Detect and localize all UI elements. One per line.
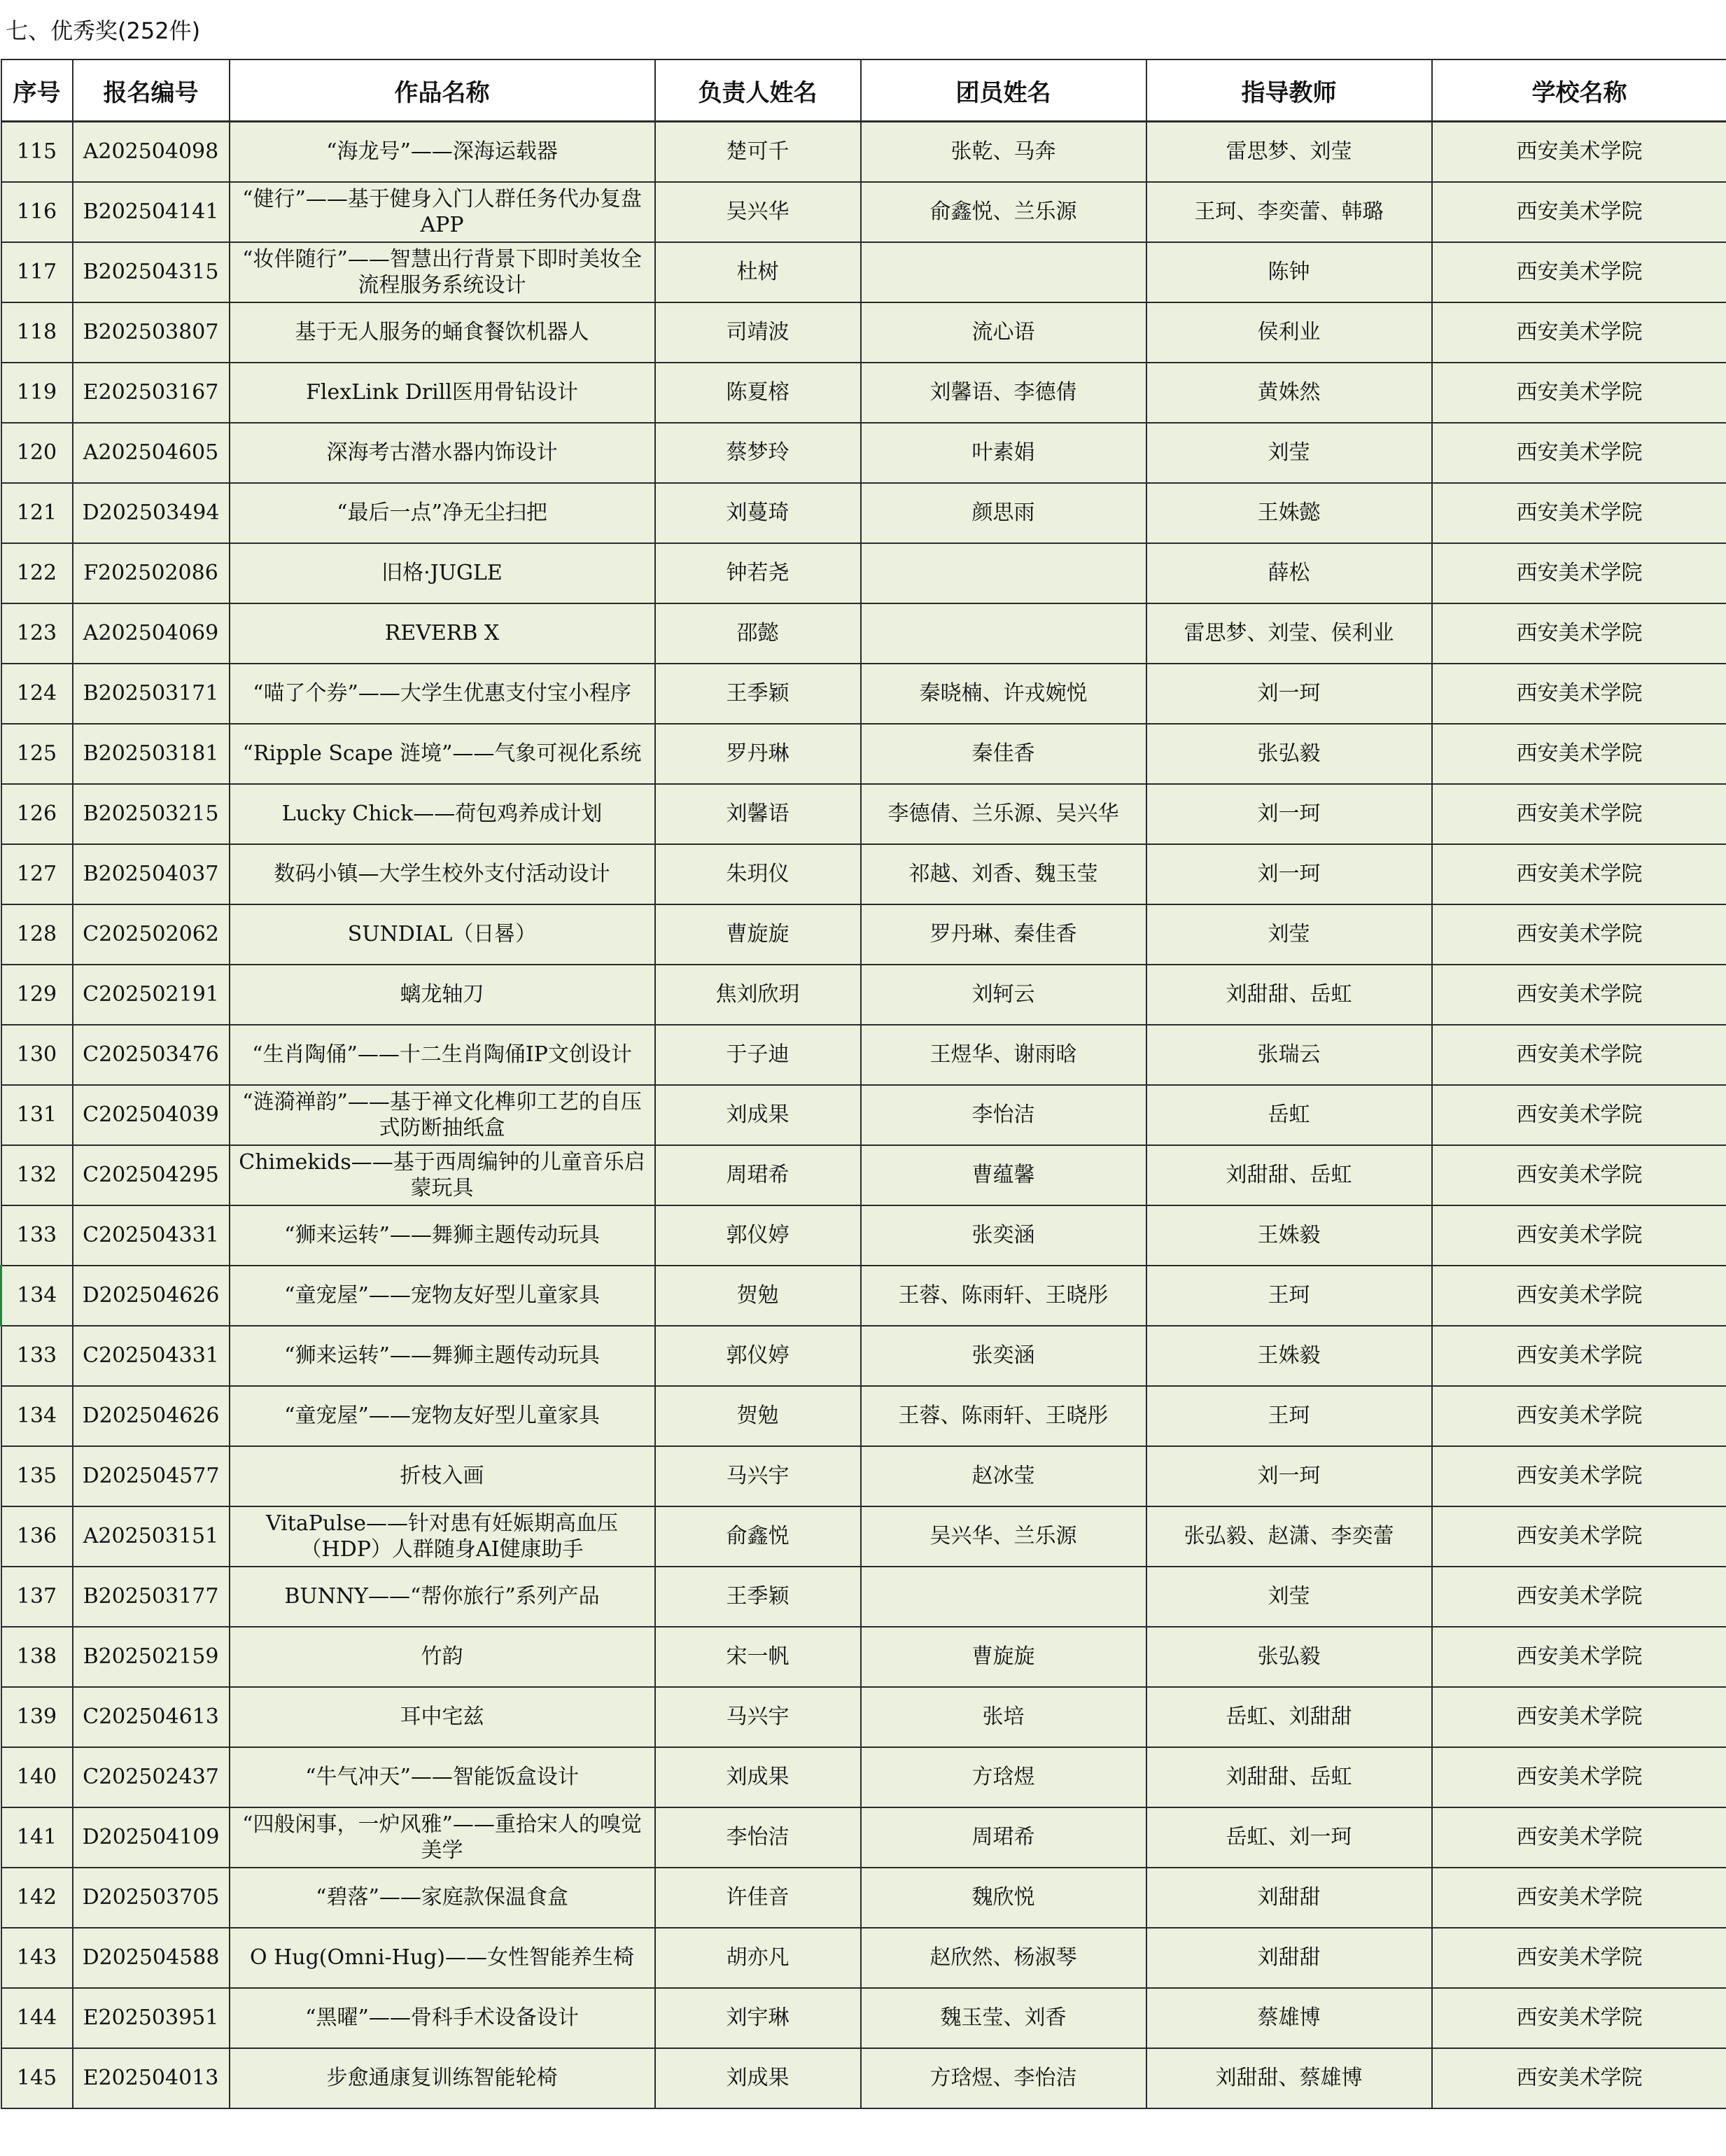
- table-row: [1, 242, 1726, 302]
- cell-work-title[interactable]: SUNDIAL（日晷）: [230, 904, 655, 965]
- cell-school[interactable]: 西安美术学院: [1432, 1266, 1726, 1326]
- table-row: [1, 1687, 1726, 1747]
- cell-registration-no[interactable]: B202504315: [73, 242, 230, 302]
- cell-advisor[interactable]: 张弘毅、赵潇、李奕蕾: [1146, 1506, 1432, 1567]
- cell-members[interactable]: 刘轲云: [861, 965, 1146, 1025]
- header-school[interactable]: 学校名称: [1432, 59, 1726, 122]
- cell-school[interactable]: 西安美术学院: [1432, 1145, 1726, 1205]
- table-row: [1, 1627, 1726, 1687]
- cell-registration-no[interactable]: D202504626: [73, 1266, 230, 1326]
- cell-leader-name[interactable]: 杜树: [655, 242, 861, 302]
- cell-serial[interactable]: 135: [1, 1446, 73, 1506]
- cell-serial[interactable]: 121: [1, 483, 73, 543]
- cell-advisor[interactable]: 刘莹: [1146, 904, 1432, 965]
- cell-school[interactable]: 西安美术学院: [1432, 1567, 1726, 1627]
- cell-members[interactable]: 祁越、刘香、魏玉莹: [861, 844, 1146, 904]
- cell-members[interactable]: 颜思雨: [861, 483, 1146, 543]
- cell-school[interactable]: 西安美术学院: [1432, 1386, 1726, 1446]
- cell-advisor[interactable]: 岳虹: [1146, 1085, 1432, 1145]
- cell-serial[interactable]: 126: [1, 784, 73, 844]
- cell-members[interactable]: 方琀煜、李怡洁: [861, 2048, 1146, 2108]
- cell-advisor[interactable]: 刘莹: [1146, 1567, 1432, 1627]
- cell-work-title[interactable]: “海龙号”——深海运载器: [230, 122, 655, 183]
- cell-leader-name[interactable]: 刘成果: [655, 2048, 861, 2108]
- header-serial[interactable]: 序号: [1, 59, 73, 122]
- cell-members[interactable]: [861, 1567, 1146, 1627]
- cell-school[interactable]: 西安美术学院: [1432, 664, 1726, 724]
- cell-members[interactable]: [861, 543, 1146, 603]
- table-row: [1, 1386, 1726, 1446]
- table-row: [1, 965, 1726, 1025]
- cell-members[interactable]: [861, 242, 1146, 302]
- cell-members[interactable]: 李德倩、兰乐源、吴兴华: [861, 784, 1146, 844]
- cell-leader-name[interactable]: 许佳音: [655, 1868, 861, 1928]
- cell-serial[interactable]: 124: [1, 664, 73, 724]
- cell-school[interactable]: 西安美术学院: [1432, 1085, 1726, 1145]
- cell-members[interactable]: 叶素娟: [861, 423, 1146, 483]
- cell-advisor[interactable]: 蔡雄博: [1146, 1988, 1432, 2048]
- cell-work-title[interactable]: “妆伴随行”——智慧出行背景下即时美妆全流程服务系统设计: [230, 242, 655, 302]
- cell-leader-name[interactable]: 楚可千: [655, 122, 861, 183]
- table-row: [1, 1025, 1726, 1085]
- cell-school[interactable]: 西安美术学院: [1432, 2048, 1726, 2108]
- cell-work-title[interactable]: 步愈通康复训练智能轮椅: [230, 2048, 655, 2108]
- cell-work-title[interactable]: “碧落”——家庭款保温食盒: [230, 1868, 655, 1928]
- cell-advisor[interactable]: 王姝毅: [1146, 1326, 1432, 1386]
- cell-members[interactable]: 曹蕴馨: [861, 1145, 1146, 1205]
- cell-members[interactable]: 曹旋旋: [861, 1627, 1146, 1687]
- cell-members[interactable]: 王蓉、陈雨轩、王晓彤: [861, 1386, 1146, 1446]
- cell-advisor[interactable]: 刘一珂: [1146, 784, 1432, 844]
- cell-serial[interactable]: 116: [1, 182, 73, 242]
- cell-registration-no[interactable]: B202504141: [73, 182, 230, 242]
- cell-advisor[interactable]: 岳虹、刘一珂: [1146, 1807, 1432, 1868]
- cell-work-title[interactable]: 耳中宅兹: [230, 1687, 655, 1747]
- cell-registration-no[interactable]: B202503181: [73, 724, 230, 784]
- cell-work-title[interactable]: “狮来运转”——舞狮主题传动玩具: [230, 1205, 655, 1266]
- cell-serial[interactable]: 132: [1, 1145, 73, 1205]
- cell-advisor[interactable]: 刘甜甜: [1146, 1868, 1432, 1928]
- cell-leader-name[interactable]: 刘蔓琦: [655, 483, 861, 543]
- cell-work-title[interactable]: BUNNY——“帮你旅行”系列产品: [230, 1567, 655, 1627]
- cell-members[interactable]: 魏玉莹、刘香: [861, 1988, 1146, 2048]
- cell-advisor[interactable]: 刘一珂: [1146, 844, 1432, 904]
- cell-advisor[interactable]: 王姝懿: [1146, 483, 1432, 543]
- cell-advisor[interactable]: 黄姝然: [1146, 363, 1432, 423]
- cell-school[interactable]: 西安美术学院: [1432, 302, 1726, 363]
- cell-members[interactable]: 赵冰莹: [861, 1446, 1146, 1506]
- table-row: [1, 664, 1726, 724]
- cell-registration-no[interactable]: D202503705: [73, 1868, 230, 1928]
- header-registration-no[interactable]: 报名编号: [73, 59, 230, 122]
- table-row: [1, 904, 1726, 965]
- cell-work-title[interactable]: “最后一点”净无尘扫把: [230, 483, 655, 543]
- table-row: [1, 1868, 1726, 1928]
- cell-school[interactable]: 西安美术学院: [1432, 784, 1726, 844]
- cell-school[interactable]: 西安美术学院: [1432, 1988, 1726, 2048]
- cell-serial[interactable]: 127: [1, 844, 73, 904]
- table-row: [1, 1326, 1726, 1386]
- cell-leader-name[interactable]: 刘成果: [655, 1085, 861, 1145]
- cell-leader-name[interactable]: 罗丹琳: [655, 724, 861, 784]
- cell-members[interactable]: 王蓉、陈雨轩、王晓彤: [861, 1266, 1146, 1326]
- cell-advisor[interactable]: 王珂: [1146, 1266, 1432, 1326]
- section-title: 七、优秀奖(252件): [0, 0, 1726, 59]
- cell-registration-no[interactable]: D202504588: [73, 1928, 230, 1988]
- cell-school[interactable]: 西安美术学院: [1432, 543, 1726, 603]
- cell-leader-name[interactable]: 宋一帆: [655, 1627, 861, 1687]
- cell-school[interactable]: 西安美术学院: [1432, 122, 1726, 183]
- cell-leader-name[interactable]: 朱玥仪: [655, 844, 861, 904]
- cell-advisor[interactable]: 刘莹: [1146, 423, 1432, 483]
- cell-advisor[interactable]: 侯利业: [1146, 302, 1432, 363]
- table-row: [1, 423, 1726, 483]
- cell-leader-name[interactable]: 贺勉: [655, 1386, 861, 1446]
- cell-members[interactable]: 张奕涵: [861, 1326, 1146, 1386]
- cell-registration-no[interactable]: D202504626: [73, 1386, 230, 1446]
- cell-serial[interactable]: 131: [1, 1085, 73, 1145]
- cell-school[interactable]: 西安美术学院: [1432, 904, 1726, 965]
- cell-serial[interactable]: 140: [1, 1747, 73, 1807]
- table-row: [1, 1928, 1726, 1988]
- cell-leader-name[interactable]: 曹旋旋: [655, 904, 861, 965]
- cell-advisor[interactable]: 张弘毅: [1146, 1627, 1432, 1687]
- table-row: [1, 1506, 1726, 1567]
- cell-serial[interactable]: 136: [1, 1506, 73, 1567]
- cell-school[interactable]: 西安美术学院: [1432, 182, 1726, 242]
- cell-work-title[interactable]: Chimekids——基于西周编钟的儿童音乐启蒙玩具: [230, 1145, 655, 1205]
- cell-registration-no[interactable]: C202504039: [73, 1085, 230, 1145]
- cell-advisor[interactable]: 雷思梦、刘莹: [1146, 122, 1432, 183]
- header-row: [1, 59, 1726, 122]
- cell-members[interactable]: 方琀煜: [861, 1747, 1146, 1807]
- cell-school[interactable]: 西安美术学院: [1432, 603, 1726, 664]
- cell-registration-no[interactable]: B202503177: [73, 1567, 230, 1627]
- cell-registration-no[interactable]: F202502086: [73, 543, 230, 603]
- cell-registration-no[interactable]: E202503951: [73, 1988, 230, 2048]
- cell-school[interactable]: 西安美术学院: [1432, 1205, 1726, 1266]
- cell-members[interactable]: 张奕涵: [861, 1205, 1146, 1266]
- cell-members[interactable]: 秦晓楠、许戎婉悦: [861, 664, 1146, 724]
- header-advisor[interactable]: 指导教师: [1146, 59, 1432, 122]
- cell-leader-name[interactable]: 司靖波: [655, 302, 861, 363]
- cell-members[interactable]: 刘馨语、李德倩: [861, 363, 1146, 423]
- cell-registration-no[interactable]: C202502191: [73, 965, 230, 1025]
- cell-registration-no[interactable]: E202504013: [73, 2048, 230, 2108]
- cell-advisor[interactable]: 薛松: [1146, 543, 1432, 603]
- cell-advisor[interactable]: 王珂、李奕蕾、韩璐: [1146, 182, 1432, 242]
- cell-serial[interactable]: 125: [1, 724, 73, 784]
- cell-registration-no[interactable]: C202504613: [73, 1687, 230, 1747]
- cell-advisor[interactable]: 张瑞云: [1146, 1025, 1432, 1085]
- cell-school[interactable]: 西安美术学院: [1432, 242, 1726, 302]
- cell-work-title[interactable]: “喵了个券”——大学生优惠支付宝小程序: [230, 664, 655, 724]
- cell-work-title[interactable]: O Hug(Omni-Hug)——女性智能养生椅: [230, 1928, 655, 1988]
- cell-members[interactable]: 张培: [861, 1687, 1146, 1747]
- cell-members[interactable]: 吴兴华、兰乐源: [861, 1506, 1146, 1567]
- cell-registration-no[interactable]: A202504069: [73, 603, 230, 664]
- cell-serial[interactable]: 122: [1, 543, 73, 603]
- cell-school[interactable]: 西安美术学院: [1432, 1807, 1726, 1868]
- cell-serial[interactable]: 133: [1, 1205, 73, 1266]
- cell-members[interactable]: 俞鑫悦、兰乐源: [861, 182, 1146, 242]
- cell-leader-name[interactable]: 陈夏榕: [655, 363, 861, 423]
- cell-work-title[interactable]: 竹韵: [230, 1627, 655, 1687]
- cell-work-title[interactable]: “涟漪禅韵”——基于禅文化榫卯工艺的自压式防断抽纸盒: [230, 1085, 655, 1145]
- cell-serial[interactable]: 134: [1, 1386, 73, 1446]
- cell-leader-name[interactable]: 俞鑫悦: [655, 1506, 861, 1567]
- cell-serial[interactable]: 118: [1, 302, 73, 363]
- cell-members[interactable]: 李怡洁: [861, 1085, 1146, 1145]
- cell-work-title[interactable]: Lucky Chick——荷包鸡养成计划: [230, 784, 655, 844]
- cell-leader-name[interactable]: 李怡洁: [655, 1807, 861, 1868]
- cell-registration-no[interactable]: B202503807: [73, 302, 230, 363]
- cell-work-title[interactable]: “黑曜”——骨科手术设备设计: [230, 1988, 655, 2048]
- cell-leader-name[interactable]: 王季颖: [655, 1567, 861, 1627]
- table-row: [1, 844, 1726, 904]
- cell-work-title[interactable]: 折枝入画: [230, 1446, 655, 1506]
- cell-work-title[interactable]: “Ripple Scape 涟境”——气象可视化系统: [230, 724, 655, 784]
- cell-serial[interactable]: 141: [1, 1807, 73, 1868]
- cell-registration-no[interactable]: C202504331: [73, 1326, 230, 1386]
- table-row: [1, 182, 1726, 242]
- cell-registration-no[interactable]: B202502159: [73, 1627, 230, 1687]
- cell-advisor[interactable]: 王姝毅: [1146, 1205, 1432, 1266]
- cell-members[interactable]: 王煜华、谢雨晗: [861, 1025, 1146, 1085]
- table-row: [1, 1205, 1726, 1266]
- cell-registration-no[interactable]: C202504295: [73, 1145, 230, 1205]
- table-row: [1, 363, 1726, 423]
- cell-members[interactable]: [861, 603, 1146, 664]
- cell-registration-no[interactable]: C202503476: [73, 1025, 230, 1085]
- cell-serial[interactable]: 134: [1, 1266, 73, 1326]
- cell-work-title[interactable]: 深海考古潜水器内饰设计: [230, 423, 655, 483]
- table-row: [1, 1567, 1726, 1627]
- cell-work-title[interactable]: “童宠屋”——宠物友好型儿童家具: [230, 1266, 655, 1326]
- cell-school[interactable]: 西安美术学院: [1432, 844, 1726, 904]
- table-row: [1, 1266, 1726, 1326]
- cell-advisor[interactable]: 张弘毅: [1146, 724, 1432, 784]
- cell-serial[interactable]: 143: [1, 1928, 73, 1988]
- table-row: [1, 2048, 1726, 2108]
- cell-leader-name[interactable]: 钟若尧: [655, 543, 861, 603]
- cell-school[interactable]: 西安美术学院: [1432, 724, 1726, 784]
- cell-leader-name[interactable]: 邵懿: [655, 603, 861, 664]
- cell-leader-name[interactable]: 焦刘欣玥: [655, 965, 861, 1025]
- cell-leader-name[interactable]: 蔡梦玲: [655, 423, 861, 483]
- cell-serial[interactable]: 144: [1, 1988, 73, 2048]
- cell-advisor[interactable]: 刘一珂: [1146, 1446, 1432, 1506]
- cell-leader-name[interactable]: 郭仪婷: [655, 1326, 861, 1386]
- cell-registration-no[interactable]: E202503167: [73, 363, 230, 423]
- cell-leader-name[interactable]: 贺勉: [655, 1266, 861, 1326]
- cell-serial[interactable]: 137: [1, 1567, 73, 1627]
- cell-advisor[interactable]: 陈钟: [1146, 242, 1432, 302]
- cell-school[interactable]: 西安美术学院: [1432, 1506, 1726, 1567]
- cell-leader-name[interactable]: 马兴宇: [655, 1687, 861, 1747]
- cell-school[interactable]: 西安美术学院: [1432, 1868, 1726, 1928]
- cell-registration-no[interactable]: C202502062: [73, 904, 230, 965]
- cell-registration-no[interactable]: B202503215: [73, 784, 230, 844]
- cell-serial[interactable]: 138: [1, 1627, 73, 1687]
- cell-work-title[interactable]: REVERB X: [230, 603, 655, 664]
- cell-serial[interactable]: 119: [1, 363, 73, 423]
- cell-advisor[interactable]: 雷思梦、刘莹、侯利业: [1146, 603, 1432, 664]
- cell-registration-no[interactable]: A202504098: [73, 122, 230, 183]
- cell-school[interactable]: 西安美术学院: [1432, 1627, 1726, 1687]
- table-row: [1, 1085, 1726, 1145]
- cell-serial[interactable]: 120: [1, 423, 73, 483]
- cell-school[interactable]: 西安美术学院: [1432, 1747, 1726, 1807]
- cell-serial[interactable]: 130: [1, 1025, 73, 1085]
- cell-serial[interactable]: 145: [1, 2048, 73, 2108]
- cell-members[interactable]: 秦佳香: [861, 724, 1146, 784]
- table-row: [1, 1747, 1726, 1807]
- cell-advisor[interactable]: 刘甜甜、岳虹: [1146, 965, 1432, 1025]
- cell-leader-name[interactable]: 吴兴华: [655, 182, 861, 242]
- table-row: [1, 1807, 1726, 1868]
- cell-serial[interactable]: 123: [1, 603, 73, 664]
- cell-school[interactable]: 西安美术学院: [1432, 965, 1726, 1025]
- cell-registration-no[interactable]: C202502437: [73, 1747, 230, 1807]
- cell-school[interactable]: 西安美术学院: [1432, 1025, 1726, 1085]
- cell-serial[interactable]: 115: [1, 122, 73, 183]
- cell-school[interactable]: 西安美术学院: [1432, 1928, 1726, 1988]
- cell-members[interactable]: 流心语: [861, 302, 1146, 363]
- cell-advisor[interactable]: 刘甜甜: [1146, 1928, 1432, 1988]
- cell-registration-no[interactable]: C202504331: [73, 1205, 230, 1266]
- cell-work-title[interactable]: 螭龙轴刀: [230, 965, 655, 1025]
- table-row: [1, 1988, 1726, 2048]
- cell-work-title[interactable]: “健行”——基于健身入门人群任务代办复盘APP: [230, 182, 655, 242]
- cell-serial[interactable]: 133: [1, 1326, 73, 1386]
- cell-serial[interactable]: 129: [1, 965, 73, 1025]
- cell-registration-no[interactable]: A202504605: [73, 423, 230, 483]
- cell-members[interactable]: 张乾、马奔: [861, 122, 1146, 183]
- table-row: [1, 122, 1726, 183]
- cell-registration-no[interactable]: D202503494: [73, 483, 230, 543]
- cell-members[interactable]: 魏欣悦: [861, 1868, 1146, 1928]
- cell-leader-name[interactable]: 刘成果: [655, 1747, 861, 1807]
- cell-school[interactable]: 西安美术学院: [1432, 1687, 1726, 1747]
- cell-leader-name[interactable]: 马兴宇: [655, 1446, 861, 1506]
- cell-advisor[interactable]: 王珂: [1146, 1386, 1432, 1446]
- header-leader-name[interactable]: 负责人姓名: [655, 59, 861, 122]
- cell-members[interactable]: 赵欣然、杨淑琴: [861, 1928, 1146, 1988]
- cell-work-title[interactable]: “牛气冲天”——智能饭盒设计: [230, 1747, 655, 1807]
- cell-registration-no[interactable]: D202504577: [73, 1446, 230, 1506]
- cell-leader-name[interactable]: 郭仪婷: [655, 1205, 861, 1266]
- cell-work-title[interactable]: “四般闲事，一炉风雅”——重拾宋人的嗅觉美学: [230, 1807, 655, 1868]
- cell-advisor[interactable]: 刘一珂: [1146, 664, 1432, 724]
- table-row: [1, 724, 1726, 784]
- cell-advisor[interactable]: 岳虹、刘甜甜: [1146, 1687, 1432, 1747]
- table-row: [1, 1446, 1726, 1506]
- cell-serial[interactable]: 139: [1, 1687, 73, 1747]
- cell-school[interactable]: 西安美术学院: [1432, 423, 1726, 483]
- table-row: [1, 302, 1726, 363]
- cell-leader-name[interactable]: 胡亦凡: [655, 1928, 861, 1988]
- cell-work-title[interactable]: 旧格·JUGLE: [230, 543, 655, 603]
- cell-work-title[interactable]: VitaPulse——针对患有妊娠期高血压（HDP）人群随身AI健康助手: [230, 1506, 655, 1567]
- cell-members[interactable]: 罗丹琳、秦佳香: [861, 904, 1146, 965]
- table-row: [1, 1145, 1726, 1205]
- cell-school[interactable]: 西安美术学院: [1432, 1326, 1726, 1386]
- cell-advisor[interactable]: 刘甜甜、蔡雄博: [1146, 2048, 1432, 2108]
- cell-registration-no[interactable]: B202503171: [73, 664, 230, 724]
- cell-serial[interactable]: 128: [1, 904, 73, 965]
- cell-registration-no[interactable]: A202503151: [73, 1506, 230, 1567]
- cell-leader-name[interactable]: 于子迪: [655, 1025, 861, 1085]
- table-body: [1, 122, 1726, 2109]
- cell-registration-no[interactable]: D202504109: [73, 1807, 230, 1868]
- table-row: [1, 543, 1726, 603]
- cell-work-title[interactable]: “狮来运转”——舞狮主题传动玩具: [230, 1326, 655, 1386]
- cell-registration-no[interactable]: B202504037: [73, 844, 230, 904]
- cell-leader-name[interactable]: 周珺希: [655, 1145, 861, 1205]
- cell-members[interactable]: 周珺希: [861, 1807, 1146, 1868]
- table-row: [1, 784, 1726, 844]
- cell-advisor[interactable]: 刘甜甜、岳虹: [1146, 1145, 1432, 1205]
- cell-leader-name[interactable]: 王季颖: [655, 664, 861, 724]
- cell-work-title[interactable]: FlexLink Drill医用骨钻设计: [230, 363, 655, 423]
- award-table: [0, 59, 1726, 2109]
- cell-work-title[interactable]: 基于无人服务的蛹食餐饮机器人: [230, 302, 655, 363]
- cell-school[interactable]: 西安美术学院: [1432, 363, 1726, 423]
- table-row: [1, 483, 1726, 543]
- cell-serial[interactable]: 117: [1, 242, 73, 302]
- cell-work-title[interactable]: 数码小镇—大学生校外支付活动设计: [230, 844, 655, 904]
- cell-advisor[interactable]: 刘甜甜、岳虹: [1146, 1747, 1432, 1807]
- cell-work-title[interactable]: “生肖陶俑”——十二生肖陶俑IP文创设计: [230, 1025, 655, 1085]
- cell-leader-name[interactable]: 刘馨语: [655, 784, 861, 844]
- table-row: [1, 603, 1726, 664]
- cell-work-title[interactable]: “童宠屋”——宠物友好型儿童家具: [230, 1386, 655, 1446]
- cell-leader-name[interactable]: 刘宇琳: [655, 1988, 861, 2048]
- cell-school[interactable]: 西安美术学院: [1432, 483, 1726, 543]
- header-work-title[interactable]: 作品名称: [230, 59, 655, 122]
- cell-serial[interactable]: 142: [1, 1868, 73, 1928]
- header-members[interactable]: 团员姓名: [861, 59, 1146, 122]
- cell-school[interactable]: 西安美术学院: [1432, 1446, 1726, 1506]
